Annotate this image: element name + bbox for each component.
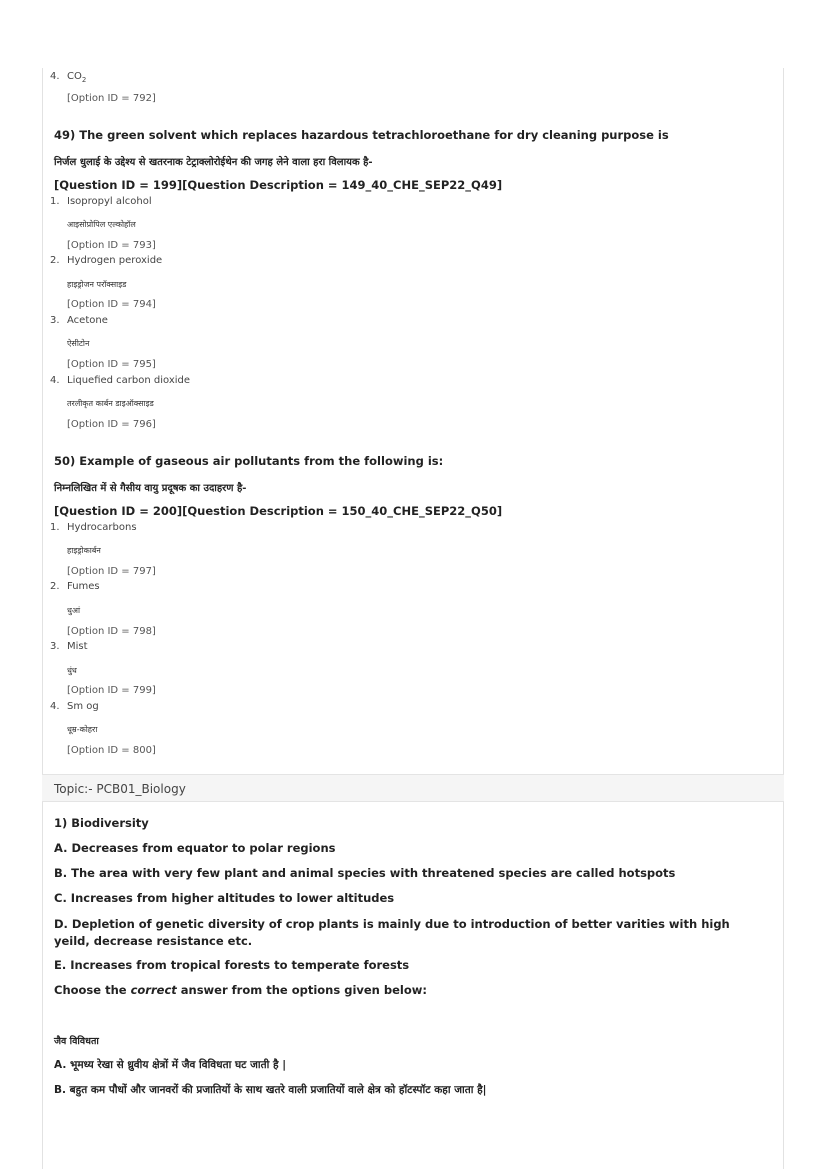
statement-d: D. Depletion of genetic diversity of crop plants is mainly due to introduction of better varities with high yeild, decrease resistance etc. [54,917,730,948]
option-hindi: आइसोप्रोपिल एल्कोहॉल [67,220,136,229]
question-49-id: [Question ID = 199][Question Description = 149_40_CHE_SEP22_Q49] [54,178,503,192]
option-id: [Option ID = 800] [67,745,156,756]
option-hindi: हाइड्रोकार्बन [67,546,101,555]
option-hindi: हाइड्रोजन परॉक्साइड [67,280,127,289]
option-number: 4. [50,375,60,386]
choose-instruction [54,983,427,997]
choose-emphasis: correct [130,983,177,997]
hindi-statement-a: A. भूमध्य रेखा से ध्रुवीय क्षेत्रों में जैव विविधता घट जाती है | [54,1059,287,1071]
option-hindi: ऐसीटोन [67,339,90,348]
option-text: Hydrogen peroxide [67,255,163,266]
option-id: [Option ID = 795] [67,359,156,370]
option-number: 4. [50,701,60,712]
statement-c: C. Increases from higher altitudes to lower altitudes [54,891,395,905]
question-50-title: 50) Example of gaseous air pollutants from the following is: [54,454,444,468]
option-number: 4. [50,71,60,82]
option-text: Liquefied carbon dioxide [67,375,191,386]
option-number: 1. [50,196,60,207]
option-number: 2. [50,255,60,266]
option-id: [Option ID = 792] [67,93,156,104]
q49-option-1 [50,196,152,208]
option-text: Mist [67,641,88,652]
option-number: 3. [50,641,60,652]
option-hindi: धुआं [67,606,81,615]
bio-question-1-hindi-title: जैव विविधता [54,1036,99,1047]
choose-prefix: Choose the [54,983,131,997]
q49-option-4 [50,375,190,387]
option-hindi: धुंध [67,666,77,675]
q49-option-2 [50,255,162,267]
choose-suffix: answer from the options given below: [176,983,427,997]
option-id: [Option ID = 798] [67,626,156,637]
topic-header [42,774,784,802]
option-text: Sm og [67,701,99,712]
option-hindi: तरलीकृत कार्बन डाइऑक्साइड [67,399,154,408]
option-text: Hydrocarbons [67,522,137,533]
option-id: [Option ID = 796] [67,419,156,430]
q49-option-3 [50,315,108,327]
option-subscript: 2 [81,76,87,84]
q50-option-2 [50,581,100,593]
option-number: 2. [50,581,60,592]
option-hindi: धूम्र-कोहरा [67,725,98,734]
bio-question-1-title: 1) Biodiversity [54,816,149,830]
option-id: [Option ID = 799] [67,685,156,696]
topic-label: Topic:- PCB01_Biology [54,782,186,796]
q50-option-4 [50,701,99,713]
option-text: CO [67,71,82,82]
question-49-title: 49) The green solvent which replaces hazardous tetrachloroethane for dry cleaning purpose is [54,128,669,142]
q50-option-1 [50,522,137,534]
content-frame [42,68,784,1169]
option-text: Fumes [67,581,100,592]
question-50-id: [Question ID = 200][Question Description = 150_40_CHE_SEP22_Q50] [54,504,503,518]
option-text: Acetone [67,315,108,326]
option-id: [Option ID = 797] [67,566,156,577]
question-49-hindi-title: निर्जल धुलाई के उद्देश्य से खतरनाक टेट्राक्लोरोईथेन की जगह लेने वाला हरा विलायक है- [54,157,373,168]
option-number: 3. [50,315,60,326]
q50-option-3 [50,641,88,653]
question-50-hindi-title: निम्नलिखित में से गैसीय वायु प्रदूषक का उदाहरण है- [54,483,247,494]
hindi-statement-b: B. बहुत कम पौधों और जानवरों की प्रजातियों के साथ खतरे वाली प्रजातियों वाले क्षेत्र को हॉटस्पॉट कहा जाता है| [54,1084,487,1096]
q48-option-4 [50,71,86,86]
option-text: Isopropyl alcohol [67,196,152,207]
option-id: [Option ID = 794] [67,299,156,310]
statement-b: B. The area with very few plant and animal species with threatened species are called hotspots [54,866,676,880]
statement-e: E. Increases from tropical forests to temperate forests [54,958,410,972]
statement-a: A. Decreases from equator to polar regions [54,841,336,855]
option-id: [Option ID = 793] [67,240,156,251]
option-number: 1. [50,522,60,533]
